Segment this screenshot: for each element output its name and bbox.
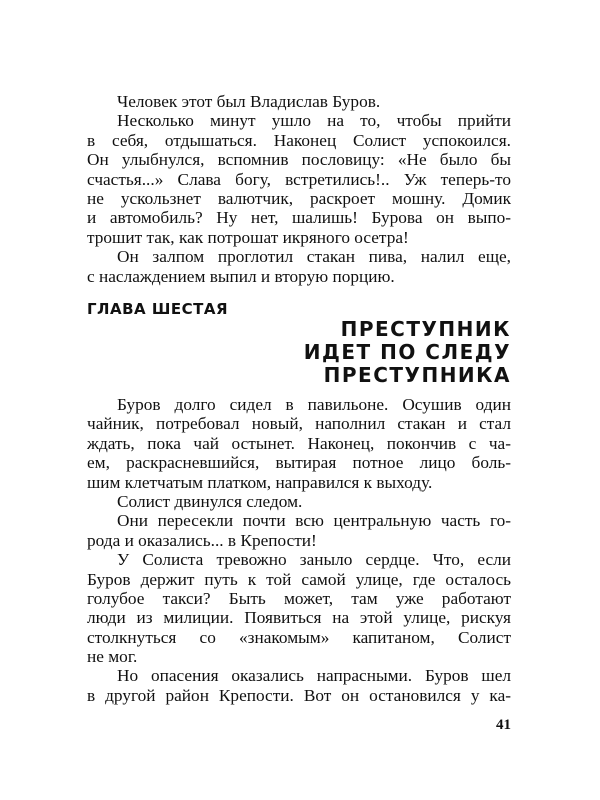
text-line: Буров долго сидел в павильоне. Осушив один — [117, 395, 511, 414]
text-line: и автомобиль? Ну нет, шалишь! Бурова он выпо- — [87, 208, 511, 228]
text-line: Буров держит путь к той самой улице, где осталось — [87, 569, 511, 589]
text-line: ждать, пока чай остынет. Наконец, покончив с ча- — [87, 433, 511, 453]
text-line: Он улыбнулся, вспомнив пословицу: «Не было бы — [87, 150, 511, 170]
text-line: не ускользнет валютчик, раскроет мошну. Домик — [87, 188, 511, 208]
text-line: в себя, отдышаться. Наконец Солист успокоился. — [87, 130, 511, 150]
text-line: ем, раскрасневшийся, вытирая потное лицо боль- — [87, 453, 511, 473]
chapter-label: ГЛАВА ШЕСТАЯ — [87, 300, 229, 318]
text-line: Солист двинулся следом. — [117, 491, 303, 511]
text-line: люди из милиции. Появиться на этой улице, рискуя — [87, 608, 511, 628]
text-line: в другой район Крепости. Вот он остановился у ка- — [87, 685, 511, 705]
text-line: чайник, потребовал новый, наполнил стакан и стал — [87, 414, 511, 434]
chapter-title — [304, 318, 511, 387]
text-line: с наслаждением выпил и вторую порцию. — [87, 266, 395, 286]
chapter-title-line: ИДЕТ ПО СЛЕДУ — [303, 340, 511, 364]
text-line: счастья...» Слава богу, встретились!.. Уж теперь-то — [87, 169, 511, 189]
text-line: Но опасения оказались напрасными. Буров шел — [117, 666, 511, 686]
text-line: рода и оказались... в Крепости! — [87, 530, 317, 550]
text-line: Они пересекли почти всю центральную часть го- — [117, 511, 511, 531]
text-line: столкнуться со «знакомым» капитаном, Солист — [87, 627, 511, 647]
text-after-chapter — [87, 395, 511, 705]
text-before-chapter — [87, 92, 511, 286]
text-line: голубое такси? Быть может, там уже работают — [87, 588, 511, 608]
text-line: Несколько минут ушло на то, чтобы прийти — [117, 111, 511, 131]
text-line: У Солиста тревожно заныло сердце. Что, если — [117, 550, 511, 570]
text-line: не мог. — [87, 647, 138, 667]
text-line: Человек этот был Владислав Буров. — [117, 92, 381, 111]
text-line: трошит так, как потрошат икряного осетра! — [87, 227, 409, 247]
chapter-title-line: ПРЕСТУПНИК — [340, 317, 511, 341]
text-line: Он залпом проглотил стакан пива, налил еще, — [117, 247, 511, 267]
page-number: 41 — [496, 717, 511, 733]
text-line: шим клетчатым платком, направился к выходу. — [87, 472, 433, 492]
chapter-title-line: ПРЕСТУПНИКА — [323, 363, 511, 387]
